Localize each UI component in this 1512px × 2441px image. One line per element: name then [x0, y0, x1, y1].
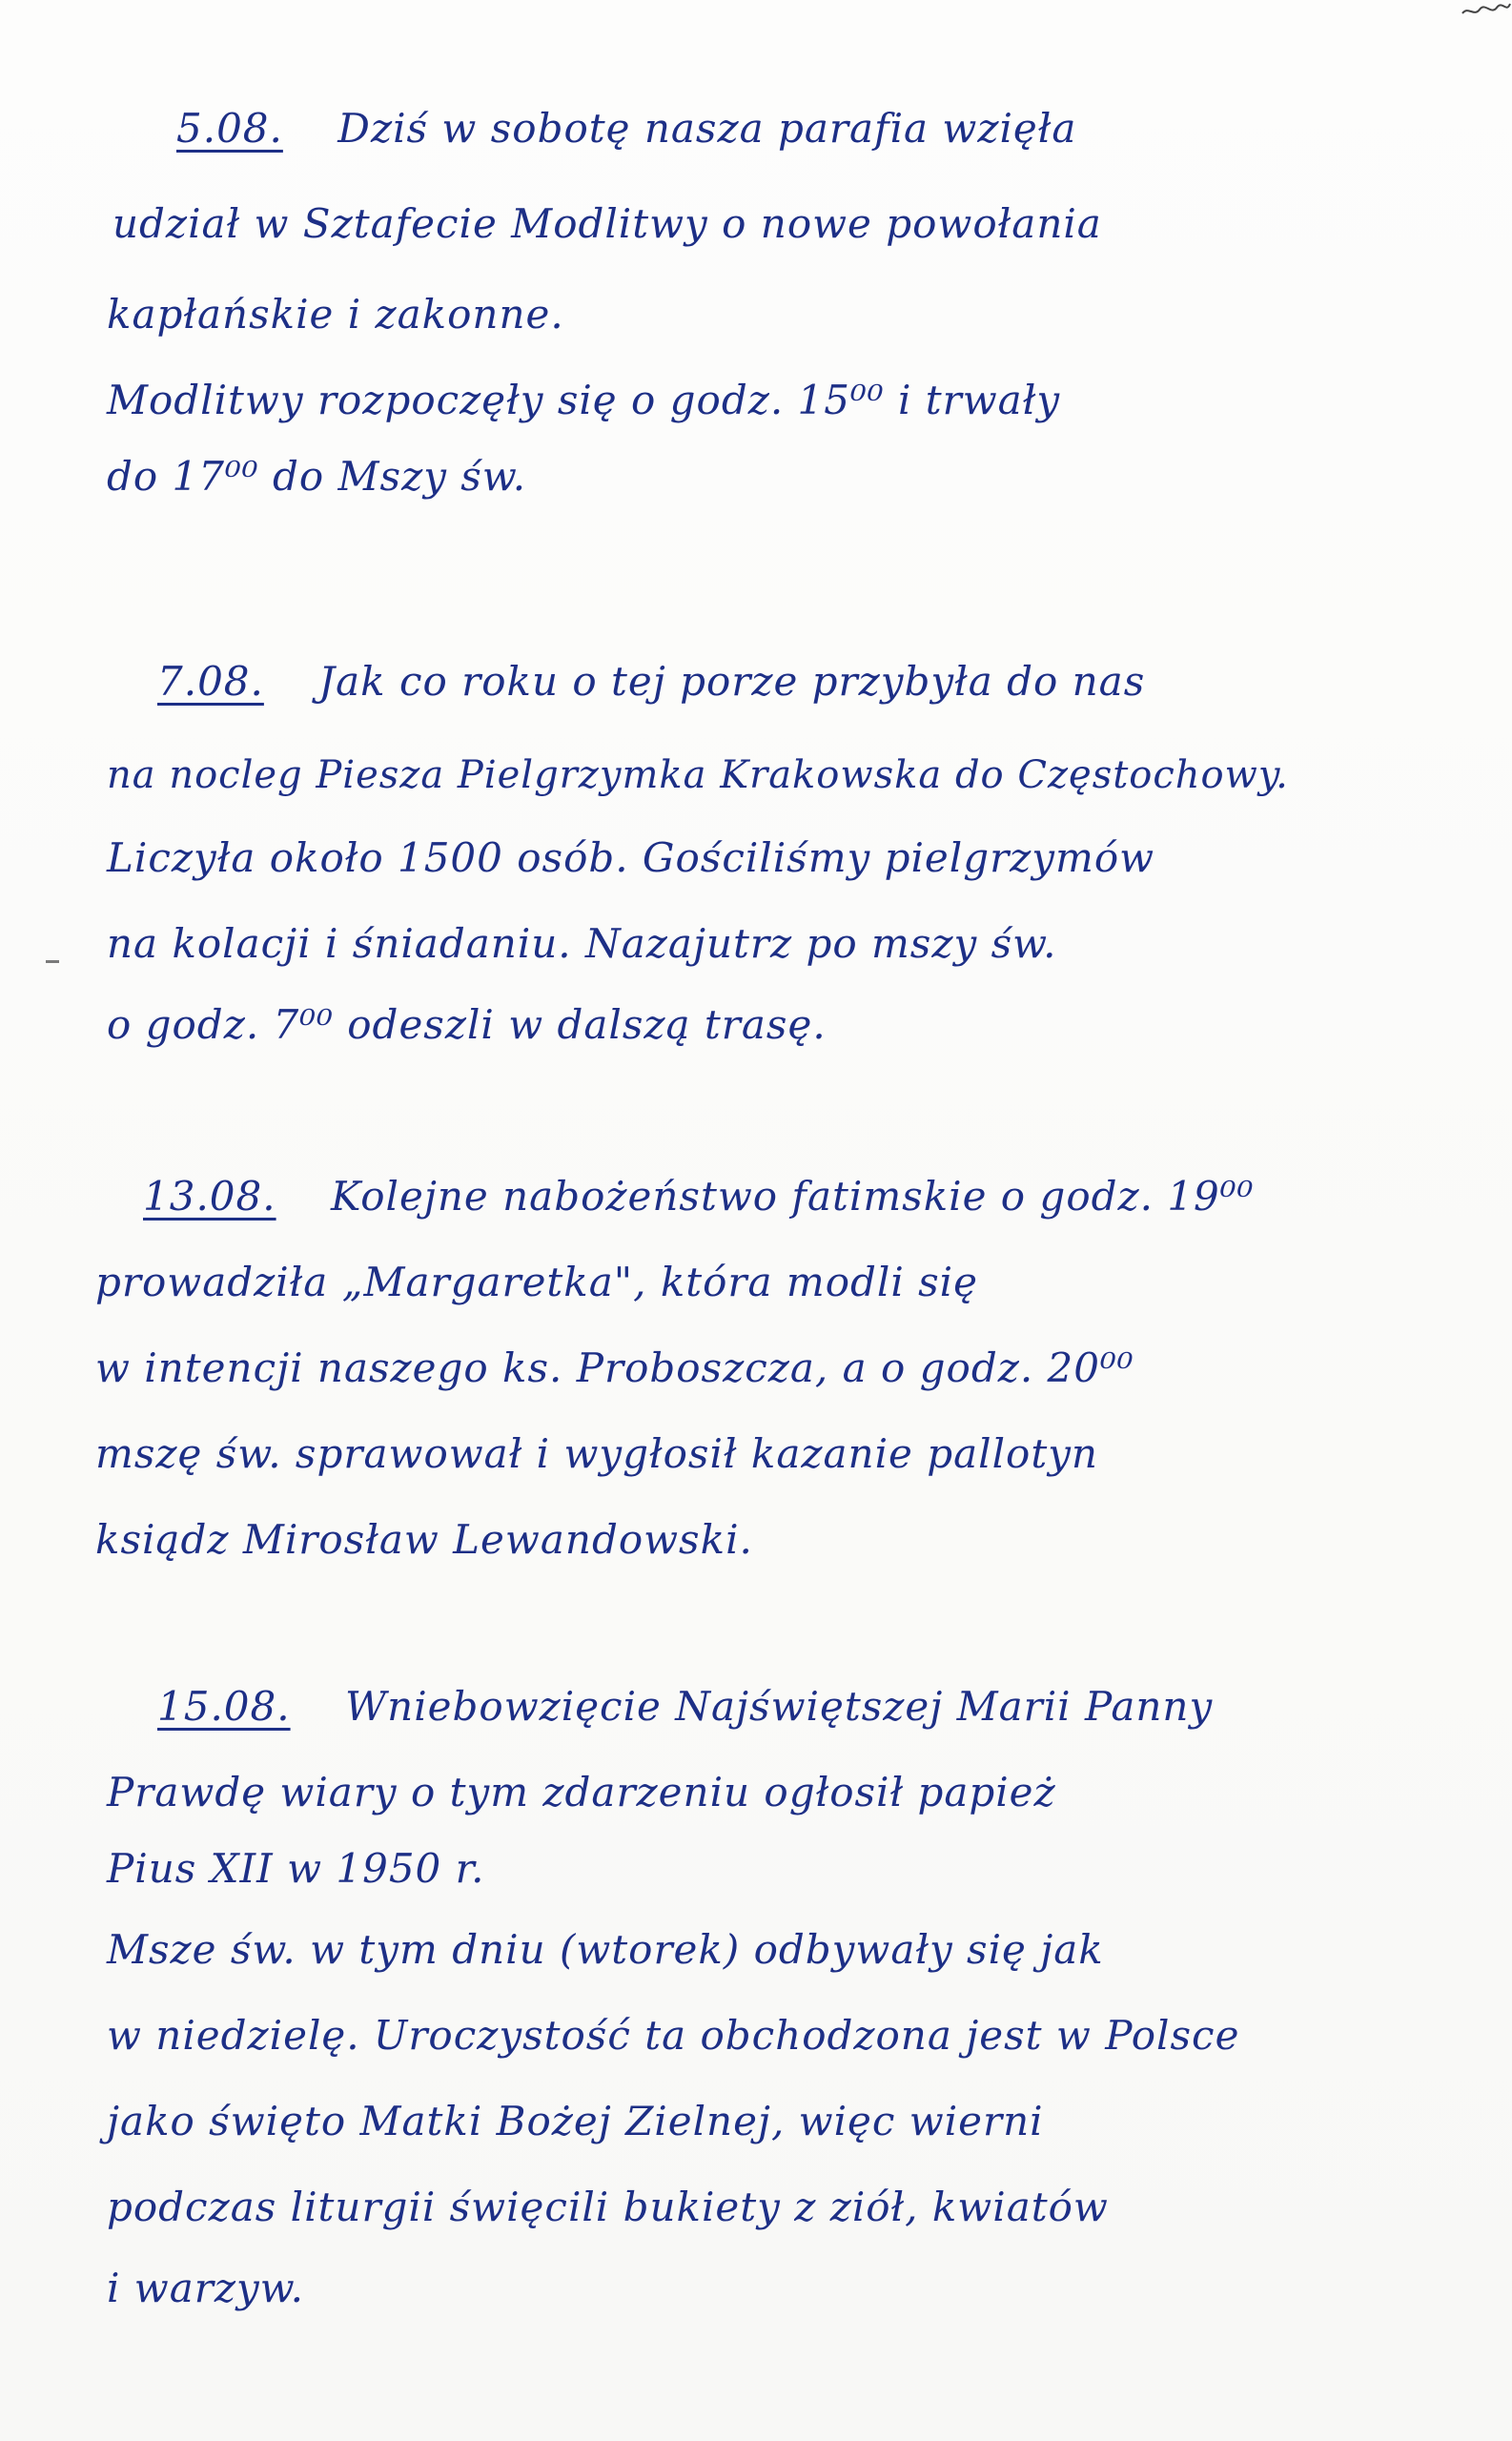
entry-date: 13.08.: [143, 1173, 276, 1220]
entry-date: 7.08.: [157, 658, 264, 705]
entry-line: jako święto Matki Bożej Zielnej, więc wierni: [107, 2098, 1044, 2144]
entry-line: udział w Sztafecie Modlitwy o nowe powołania: [112, 200, 1102, 247]
entry-line: Kolejne nabożeństwo fatimskie o godz. 19⁰⁰: [331, 1173, 1255, 1220]
margin-dash: [46, 960, 59, 963]
entry-line: do 17⁰⁰ do Mszy św.: [107, 453, 527, 500]
entry-line: w niedzielę. Uroczystość ta obchodzona jest w Polsce: [107, 2012, 1240, 2059]
entry-line: Msze św. w tym dniu (wtorek) odbywały się jak: [107, 1926, 1104, 1973]
entry-line: podczas liturgii święcili bukiety z ziół, kwiatów: [107, 2184, 1109, 2230]
entry-line: kapłańskie i zakonne.: [107, 291, 564, 338]
entry-date: 15.08.: [157, 1683, 291, 1730]
entry-line: Wniebowzięcie Najświętszej Marii Panny: [345, 1683, 1214, 1730]
entry-line: Modlitwy rozpoczęły się o godz. 15⁰⁰ i trwały: [107, 377, 1061, 423]
entry-line: Jak co roku o tej porze przybyła do nas: [318, 658, 1146, 705]
entry-line: i warzyw.: [107, 2265, 305, 2311]
entry-line: na nocleg Piesza Pielgrzymka Krakowska do Częstochowy.: [107, 753, 1289, 797]
entry-line: w intencji naszego ks. Proboszcza, a o godz. 20⁰⁰: [95, 1344, 1134, 1391]
entry-line: mszę św. sprawował i wygłosił kazanie pallotyn: [95, 1430, 1098, 1477]
entry-line: Liczyła około 1500 osób. Gościliśmy pielgrzymów: [107, 834, 1155, 881]
entry-date: 5.08.: [176, 105, 283, 152]
entry-line: prowadziła „Margaretka", która modli się: [95, 1259, 978, 1305]
entry-line: ksiądz Mirosław Lewandowski.: [95, 1516, 753, 1563]
corner-scribble: [1455, 0, 1512, 21]
entry-line: na kolacji i śniadaniu. Nazajutrz po mszy św.: [107, 920, 1057, 967]
entry-line: Prawdę wiary o tym zdarzeniu ogłosił papież: [107, 1769, 1056, 1815]
entry-line: Dziś w sobotę nasza parafia wzięła: [337, 105, 1077, 152]
entry-line: Pius XII w 1950 r.: [107, 1845, 485, 1892]
entry-line: o godz. 7⁰⁰ odeszli w dalszą trasę.: [107, 1001, 827, 1048]
